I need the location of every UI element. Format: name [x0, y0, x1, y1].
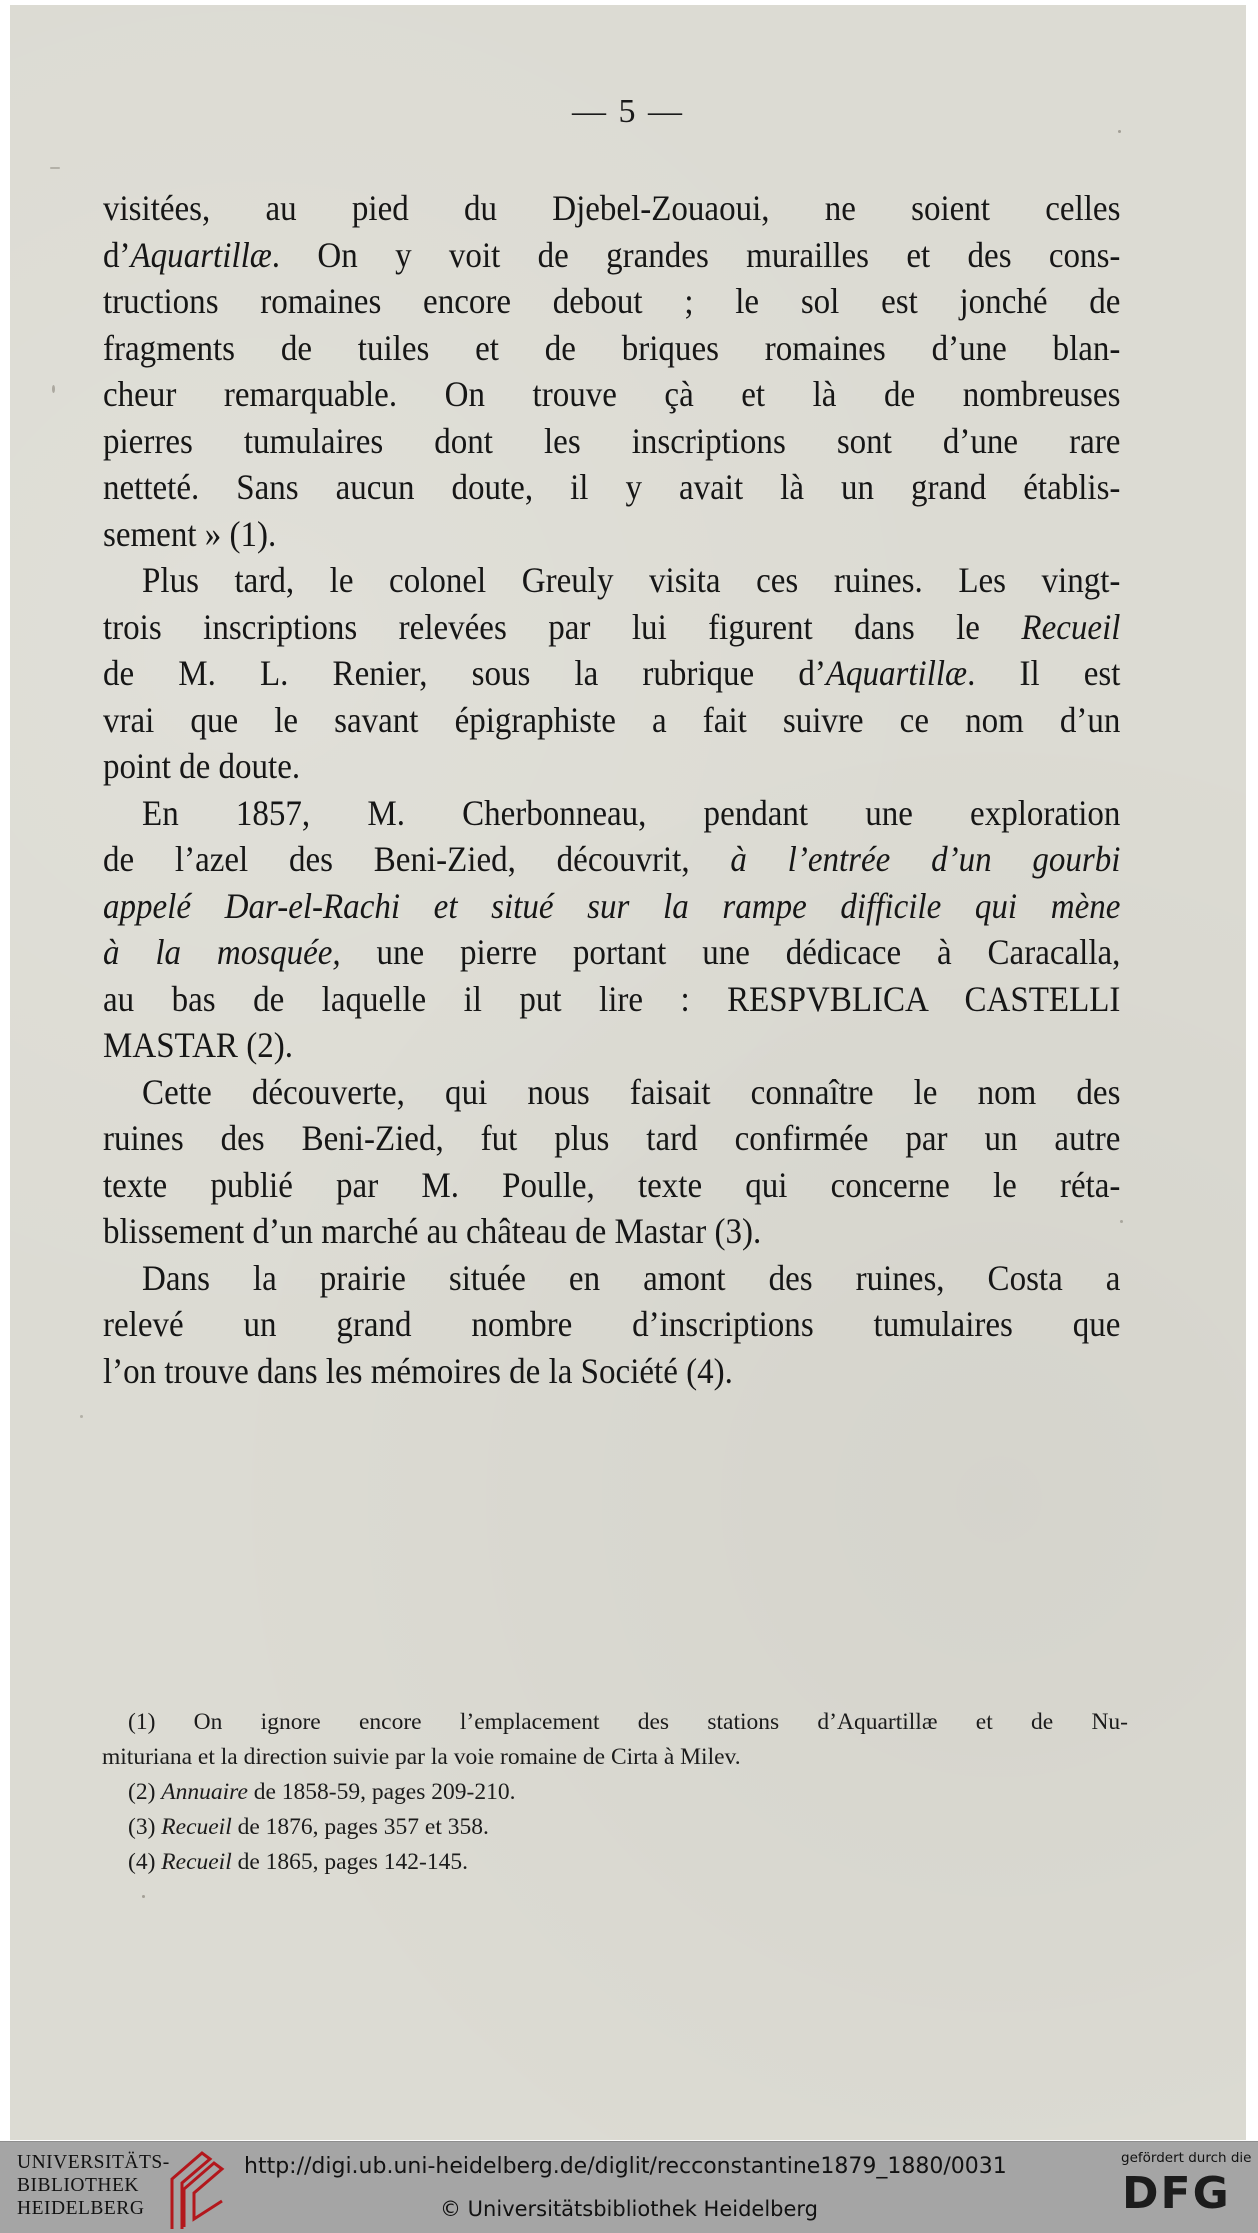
library-name [17, 2151, 170, 2220]
text-line: texte publié par M. Poulle, texte qui concerne le réta- [103, 1164, 1121, 1205]
text-line [103, 836, 1120, 883]
text-line: au bas de laquelle il put lire : RESPVBLICA CASTELLI [103, 978, 1121, 1019]
text-run: de l’azel des Beni-Zied, découvrit, [103, 839, 731, 879]
text-line: point de doute. [103, 746, 301, 786]
footer-bar [0, 2141, 1258, 2233]
text-run: (4) [128, 1849, 162, 1875]
text-line: Cette découverte, qui nous faisait connaître le nom des [142, 1071, 1121, 1112]
text-line: pierres tumulaires dont les inscriptions sont d’une rare [103, 420, 1121, 461]
text-run: trois inscriptions relevées par lui figurent dans le [103, 606, 1022, 647]
text-line: tructions romaines encore debout ; le sol est jonché de [103, 281, 1121, 321]
text-run: de M. L. Renier, sous la rubrique d’ [103, 653, 826, 693]
text-line: MASTAR (2). [103, 1025, 293, 1065]
text-run: mituriana et la direction suivie par la voie romaine de Cirta à Milev. [102, 1744, 741, 1770]
italic-text: appelé Dar-el-Rachi et situé sur la rampe difficile qui mène [103, 885, 1121, 926]
text-run: (2) [128, 1779, 162, 1805]
text-line: Plus tard, le colonel Greuly visita ces ruines. Les vingt- [142, 560, 1121, 600]
text-run: . On y voit de grandes murailles et des cons- [271, 234, 1121, 275]
footnote-1 [102, 1705, 1128, 1775]
text-line [103, 650, 1120, 697]
paper-speck [1118, 130, 1121, 133]
text-line: l’on trouve dans les mémoires de la Société (4). [103, 1350, 733, 1391]
italic-text: Recueil [1021, 606, 1121, 647]
text-line [103, 232, 1120, 279]
footnotes [102, 1705, 1128, 1880]
page-number: — 5 — [572, 93, 684, 130]
italic-text: à la mosquée, [103, 932, 341, 972]
text-run: . Il est [967, 653, 1121, 693]
text-line: Dans la prairie située en amont des ruines, Costa a [142, 1257, 1121, 1298]
funding-label: gefördert durch die [1121, 2150, 1252, 2166]
footnote-line [128, 1845, 1128, 1880]
text-line: netteté. Sans aucun doute, il y avait là un grand établis- [103, 467, 1121, 507]
text-line: relevé un grand nombre d’inscriptions tumulaires que [103, 1304, 1121, 1344]
text-run: (1) On ignore encore l’emplacement des stations d’Aquartillæ et de Nu- [128, 1709, 1128, 1735]
text-run: une pierre portant une dédicace à Caracalla, [340, 932, 1121, 972]
copyright-notice: © Universitätsbibliothek Heidelberg [440, 2197, 819, 2221]
text-line: blissement d’un marché au château de Mastar (3). [103, 1211, 762, 1251]
footnote-line [128, 1705, 1128, 1740]
dfg-logo-icon: DFG [1122, 2168, 1231, 2219]
text-line: ruines des Beni-Zied, fut plus tard confirmée par un autre [103, 1118, 1121, 1158]
paper-speck [1120, 1220, 1123, 1223]
text-line: En 1857, M. Cherbonneau, pendant une exploration [142, 792, 1121, 833]
text-line: cheur remarquable. On trouve çà et là de nombreuses [103, 374, 1121, 414]
footnote-2 [128, 1775, 1128, 1810]
text-line: vrai que le savant épigraphiste a fait suivre ce nom d’un [103, 699, 1121, 740]
scanned-page [10, 5, 1246, 2140]
italic-text: à l’entrée d’un gourbi [730, 839, 1121, 879]
footnote-line [128, 1775, 1128, 1810]
paper-speck [142, 1895, 145, 1898]
library-name-line-3: HEIDELBERG [17, 2198, 145, 2219]
document-url-link[interactable]: http://digi.ub.uni-heidelberg.de/diglit/recconstantine1879_1880/0031 [244, 2154, 1007, 2179]
italic-text: Aquartillæ [130, 234, 272, 275]
italic-text: Recueil [161, 1849, 232, 1875]
italic-text: Annuaire [161, 1779, 248, 1805]
text-line: fragments de tuiles et de briques romaines d’une blan- [103, 327, 1121, 368]
library-name-line-2: BIBLIOTHEK [17, 2175, 139, 2196]
text-run: (3) [128, 1814, 162, 1840]
library-name-line-1: UNIVERSITÄTS- [17, 2152, 170, 2173]
body-text [103, 185, 1120, 1394]
footnote-3 [128, 1810, 1128, 1845]
footnote-line [128, 1810, 1128, 1845]
text-line [103, 883, 1120, 930]
paper-speck [52, 385, 55, 393]
text-line [103, 604, 1120, 651]
text-line: visitées, au pied du Djebel-Zouaoui, ne soient celles [103, 188, 1121, 228]
text-run: d’ [103, 234, 131, 275]
text-line: sement » (1). [103, 513, 277, 554]
text-run: de 1865, pages 142-145. [231, 1849, 469, 1875]
text-run: de 1876, pages 357 et 358. [231, 1814, 489, 1840]
footnote-4 [128, 1845, 1128, 1880]
paper-speck [80, 1415, 83, 1418]
italic-text: Aquartillæ [825, 653, 968, 693]
text-run: de 1858-59, pages 209-210. [247, 1779, 516, 1805]
italic-text: Recueil [161, 1814, 232, 1840]
paper-speck [50, 167, 60, 169]
ub-heidelberg-logo-icon [162, 2149, 232, 2229]
footnote-line [102, 1740, 1128, 1775]
text-line [103, 929, 1120, 976]
